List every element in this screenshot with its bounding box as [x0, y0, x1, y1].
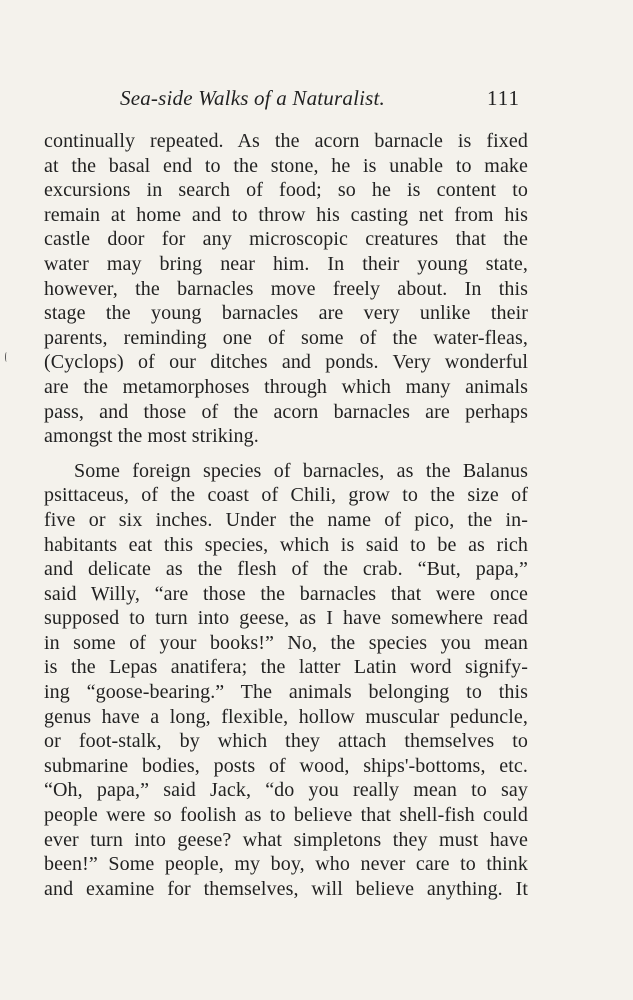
text-line: water may bring near him. In their young state, [44, 252, 528, 275]
text-line: pass, and those of the acorn barnacles are perhaps [44, 400, 528, 423]
text-line: people were so foolish as to believe that shell-fish could [44, 804, 528, 827]
text-line: ing “goose-bearing.” The animals belonging to this [44, 681, 528, 704]
text-line: and delicate as the flesh of the crab. “But, papa,” [44, 558, 528, 581]
text-line: stage the young barnacles are very unlike their [44, 302, 528, 325]
text-line: five or six inches. Under the name of pico, the in- [44, 508, 528, 531]
text-line: been!” Some people, my boy, who never care to think [44, 853, 528, 876]
text-line: (Cyclops) of our ditches and ponds. Very wonderful [44, 351, 528, 374]
text-line: “Oh, papa,” said Jack, “do you really mean to say [44, 779, 528, 802]
text-line: and examine for themselves, will believe anything. It [44, 877, 528, 900]
text-line: psittaceus, of the coast of Chili, grow to the size of [44, 484, 528, 507]
text-line: is the Lepas anatifera; the latter Latin word signify- [44, 656, 528, 679]
text-line: Some foreign species of barnacles, as the Balanus [74, 459, 528, 482]
running-title: Sea-side Walks of a Naturalist. [120, 86, 386, 110]
text-line: habitants eat this species, which is said to be as rich [44, 533, 528, 556]
text-line: excursions in search of food; so he is content to [44, 179, 528, 202]
text-line: supposed to turn into geese, as I have somewhere read [44, 607, 528, 630]
text-line: said Willy, “are those the barnacles that were once [44, 582, 528, 605]
page-header [120, 86, 520, 116]
text-line: parents, reminding one of some of the water-fleas, [44, 326, 528, 349]
text-line: submarine bodies, posts of wood, ships'-bottoms, etc. [44, 754, 528, 777]
page-number: 111 [487, 86, 520, 110]
paragraph [44, 129, 528, 449]
body-text [44, 129, 528, 901]
text-line: genus have a long, flexible, hollow muscular peduncle, [44, 705, 528, 728]
text-line: castle door for any microscopic creatures that the [44, 228, 528, 251]
text-line: at the basal end to the stone, he is unable to make [44, 154, 528, 177]
text-line: continually repeated. As the acorn barnacle is fixed [44, 130, 528, 152]
text-line: or foot-stalk, by which they attach themselves to [44, 730, 528, 753]
text-line: however, the barnacles move freely about. In this [44, 277, 528, 300]
paragraph [44, 459, 528, 902]
text-line: amongst the most striking. [44, 425, 259, 448]
paragraph-gap [44, 449, 528, 459]
text-line: remain at home and to throw his casting net from his [44, 203, 528, 226]
text-line: ever turn into geese? what simpletons they must have [44, 828, 528, 851]
margin-mark [5, 352, 8, 362]
text-line: in some of your books!” No, the species you mean [44, 631, 528, 654]
text-line: are the metamorphoses through which many animals [44, 375, 528, 398]
